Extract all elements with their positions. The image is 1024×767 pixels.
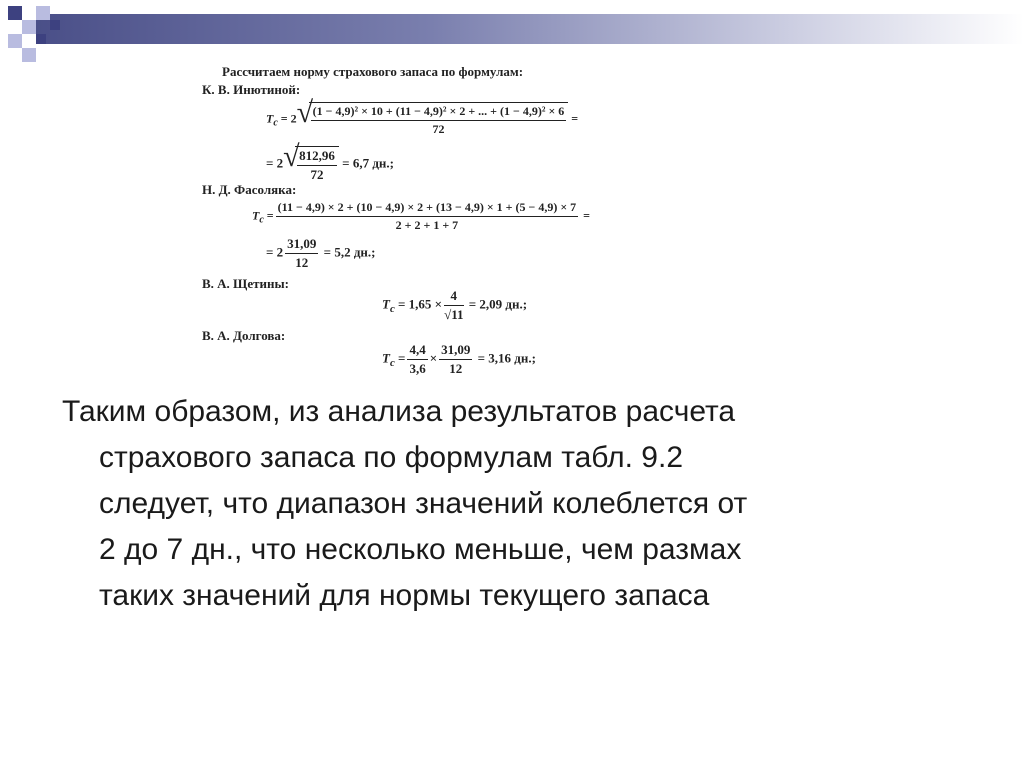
formula-3 bbox=[382, 288, 527, 323]
tc-subscript: c bbox=[389, 303, 395, 316]
formula-prefix: = 1,65 × bbox=[398, 296, 443, 312]
paragraph-line: страхового запаса по формулам табл. 9.2 bbox=[99, 441, 684, 474]
formula-result: = 3,16 дн.; bbox=[477, 350, 536, 366]
formula-block bbox=[196, 62, 716, 384]
formula-numerator: (1 − 4,9)² × 10 + (11 − 4,9)² × 2 + ... + (1 − 4,9)² × 6 bbox=[311, 104, 567, 121]
formula-intro: Рассчитаем норму страхового запаса по формулам: bbox=[222, 64, 524, 79]
formula-1: $T_c = 2$ √ $\frac{\text{(1 − 4,9)² × 10 + (11 − 4,9)² × 2 + ... + (1 − 4,9)² × 6}}{72}$ = bbox=[266, 96, 579, 136]
paragraph-line: таких значений для нормы текущего запаса bbox=[99, 579, 710, 612]
formula-numerator: 812,96 bbox=[297, 148, 337, 166]
tc-subscript: c bbox=[389, 357, 395, 370]
conclusion-paragraph bbox=[62, 389, 982, 619]
decor-square bbox=[36, 6, 50, 20]
formula-prefix: = 2 bbox=[266, 244, 284, 260]
decor-square bbox=[36, 34, 46, 44]
formula-numerator: 4,4 bbox=[407, 342, 427, 360]
decor-square bbox=[8, 34, 22, 48]
decor-square bbox=[22, 48, 36, 62]
formula-numerator: (11 − 4,9) × 2 + (10 − 4,9) × 2 + (13 − 4,9) × 1 + (5 − 4,9) × 7 bbox=[276, 200, 579, 217]
paragraph-line: следует, что диапазон значений колеблется от bbox=[99, 487, 748, 520]
formula-result: = 2,09 дн.; bbox=[468, 296, 528, 312]
paragraph-line: 2 до 7 дн., что несколько меньше, чем размах bbox=[99, 533, 742, 566]
formula-denominator: √11 bbox=[444, 307, 464, 322]
decor-square bbox=[50, 20, 60, 30]
tc-symbol: T bbox=[252, 208, 260, 223]
author-label: К. В. Инютиной: bbox=[202, 82, 301, 97]
formula-1b: = 2 √ $\frac{812,96}{72}$ = 6,7 дн.; bbox=[266, 140, 394, 182]
tc-symbol: T bbox=[266, 111, 274, 126]
formula-numerator: 31,09 bbox=[285, 236, 318, 254]
formula-denominator: 2 + 2 + 1 + 7 bbox=[395, 218, 459, 232]
formula-denominator: 72 bbox=[310, 167, 324, 182]
formula-prefix: = bbox=[398, 350, 406, 366]
formula-prefix: = 2 bbox=[280, 111, 297, 126]
author-label: В. А. Щетины: bbox=[202, 276, 289, 291]
tc-symbol: T bbox=[382, 296, 390, 312]
formula-result: = 6,7 дн.; bbox=[342, 155, 394, 171]
formula-numerator: 4 bbox=[444, 288, 463, 306]
formula-prefix: = 2 bbox=[266, 155, 284, 171]
tc-subscript: c bbox=[273, 117, 278, 129]
header-gradient-bar bbox=[36, 14, 1024, 44]
formula-2b bbox=[266, 236, 375, 271]
author-label: Н. Д. Фасоляка: bbox=[202, 182, 297, 197]
tc-symbol: T bbox=[382, 350, 390, 366]
formula-denominator: 12 bbox=[449, 361, 463, 376]
tc-subscript: c bbox=[259, 214, 264, 226]
paragraph-line: Таким образом, из анализа результатов расчета bbox=[62, 395, 736, 428]
formula-2: $T_c$ = (11 − 4,9) × 2 + (10 − 4,9) × 2 + (13 − 4,9) × 1 + (5 − 4,9) × 7 2 + 2 + 1 + 7 = bbox=[252, 200, 591, 232]
formula-denominator: 72 bbox=[432, 122, 445, 136]
decor-square bbox=[8, 6, 22, 20]
formula-numerator: 31,09 bbox=[439, 342, 472, 360]
formula-times: × bbox=[429, 350, 438, 366]
formula-4 bbox=[382, 342, 536, 377]
formula-denominator: 3,6 bbox=[409, 361, 426, 376]
formula-denominator: 12 bbox=[295, 255, 309, 270]
formula-result: = 5,2 дн.; bbox=[323, 244, 376, 260]
formula-equals: = bbox=[571, 111, 579, 126]
author-label: В. А. Долгова: bbox=[202, 328, 286, 343]
decor-square bbox=[22, 20, 36, 34]
formula-equals: = bbox=[583, 208, 591, 223]
